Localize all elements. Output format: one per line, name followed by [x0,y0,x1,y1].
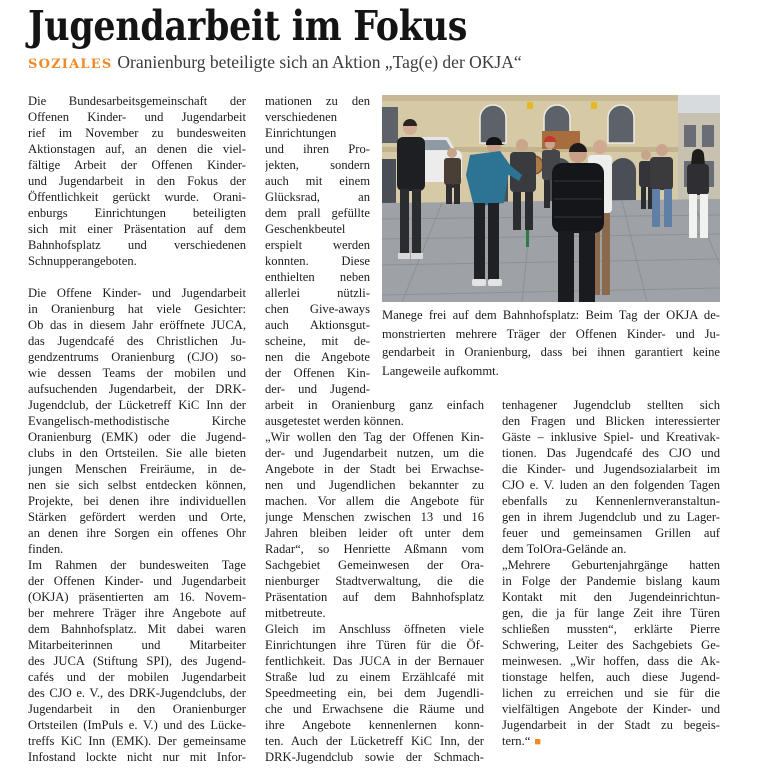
text-column-3 [502,397,720,749]
column-2-line-text: allerlei nützli- [265,286,370,300]
column-1-line [28,493,246,509]
column-1-line-text: Oranienburg (EMK) oder die Jugend- [28,430,246,444]
column-2-line [265,253,370,269]
column-2-line-text: und ihren Pro- [265,142,370,156]
column-1-line-text: treffs KiC Inn (EMK). Der gemeinsame [28,734,246,748]
caption-line-text: gendarbeit in Oranienburg, dass bei ihnen garantiert keine [382,345,720,359]
caption-line [382,362,720,381]
column-2-line-text: enthielten neben [265,270,370,284]
column-2-line [265,157,370,173]
column-3-line [502,461,720,477]
article-end-mark: ■ [534,736,541,748]
column-1-line [28,701,246,717]
column-2-line-text: nienburger Stadtverwaltung, die die [265,574,484,588]
column-2-line-text: erspielt werden [265,238,370,252]
column-2-line [265,477,484,493]
column-3-line-text: Schwering, Leiter des Sachgebiets Ge- [502,638,720,652]
column-1-line-text: wie dessen Teams der mobilen und [28,366,246,380]
column-1-line [28,333,246,349]
column-1-line [28,525,246,541]
column-2-line-text: Angebote in der Stadt bei Erwachse- [265,462,484,476]
lead-line-text: Die Bundesarbeitsgemeinschaft der [28,94,246,108]
column-1-line [28,557,246,573]
lead-line-text: Aktionstagen auf, an denen die viel- [28,142,246,156]
article-photo [382,95,720,302]
column-3-line [502,733,720,749]
lead-line-text: enburgs Einrichtungen beteiligten [28,206,246,220]
text-column-1 [28,93,246,765]
column-2-line-text: fentlichkeit. Das JUCA in der Bernauer [265,654,484,668]
column-1-line-text: (OKJA) präsentierten am 16. Novem- [28,590,246,604]
caption-line-text: Manege frei auf dem Bahnhofsplatz: Beim Tag der OKJA de- [382,308,720,322]
column-1-line [28,637,246,653]
column-2-line [265,525,484,541]
column-1-line [28,413,246,429]
column-2-line [265,733,484,749]
column-1-line-text: Ortsteilen (ImPuls e. V.) und des Lücke- [28,718,246,732]
column-3-line [502,621,720,637]
column-2-line [265,461,484,477]
column-1-line [28,365,246,381]
column-1-line-text: gendzentrums Oranienburg (CJO) so- [28,350,246,364]
column-2-line-text: ihre Angebote kennenlernen konn- [265,718,484,732]
column-2-line [265,205,370,221]
column-3-line-text: Kontakt mit den Jugendeinrichtun- [502,590,720,604]
column-1-line-text: clubs in den Ortsteilen. Sie alle bieten [28,446,246,460]
column-2-line-text: konnten. Diese [265,254,370,268]
column-1-line [28,685,246,701]
column-2-line [265,285,370,301]
lead-paragraph [28,93,246,269]
column-2-beside-photo [265,93,370,397]
column-1-line-text: cafés und der mobilen Jugendarbeit [28,670,246,684]
column-1-line [28,397,246,413]
column-3-line [502,429,720,445]
column-3-line [502,669,720,685]
column-2-line [265,125,370,141]
column-2-line-text: Straße lud zu einem Erzählcafé mit [265,670,484,684]
column-2-line-text: der- und Jugend- [265,382,370,396]
column-3-line [502,493,720,509]
photo-caption [382,306,720,380]
column-2-line-text: mitbetreute. [265,606,326,620]
column-2-line [265,509,484,525]
column-1-line-text: Mitarbeiterinnen und Mitarbeiter [28,638,246,652]
column-1-line [28,669,246,685]
column-1-line [28,733,246,749]
column-3-line [502,397,720,413]
kicker-line [28,52,522,72]
column-2-line [265,93,370,109]
column-3-line-text: in Folge der Pandemie bislang kaum [502,574,720,588]
column-2-line [265,141,370,157]
lead-line-text: sich mit einer Präsentation auf dem [28,222,246,236]
column-1-line [28,301,246,317]
lead-line-text: Bahnhofsplatz und verschiedenen [28,238,246,252]
caption-line [382,306,720,325]
column-2-line-text: Einrichtungen ihre Türen für die Öf- [265,638,484,652]
column-3-line [502,477,720,493]
caption-line [382,325,720,344]
lead-line [28,125,246,141]
column-3-line-text: dem TolOra-Gelände an. [502,542,627,556]
column-3-line [502,685,720,701]
column-1-line-text: jungen Menschen Freiräume, in de- [28,462,246,476]
column-2-line [265,637,484,653]
column-1-line [28,749,246,765]
lead-line-text: Öffentlichkeit gerückt wurde. Orani- [28,190,246,204]
column-2-line-text: che und Erwachsene die Räume und [265,702,484,716]
column-3-line-text: gen, die ja für lange Zeit ihre Türen [502,606,720,620]
column-3-line-text: „Mehrere Geburtenjahrgänge hatten [502,558,720,572]
column-2-line [265,717,484,733]
column-1-line [28,717,246,733]
column-2-line [265,589,484,605]
column-1-line [28,653,246,669]
column-2-body [265,397,484,765]
column-1-line [28,605,246,621]
column-2-line-text: Radar“, so Henriette Aßmann vom [265,542,484,556]
column-2-line-text: Präsentation auf dem Bahnhofsplatz [265,590,484,604]
column-1-line-text: das Jugendcafé des Christlichen Ju- [28,334,246,348]
column-1-line-text: Die Offene Kinder- und Jugendarbeit [28,286,246,300]
column-1-body [28,285,246,765]
column-1-line [28,541,246,557]
column-2-line [265,237,370,253]
column-2-line [265,173,370,189]
column-2-line-text: ten. Auch der Lücketreff KiC Inn, der [265,734,484,748]
column-2-line-text: auch Aktionsgut- [265,318,370,332]
column-1-line-text: finden. [28,542,64,556]
column-3-line-text: vielfältigen Angebote der Kinder- und [502,702,720,716]
column-1-line-text: nen sie sich selbst entdecken können, [28,478,246,492]
section-kicker: SOZIALES [28,57,113,72]
column-2-line-text: Glücksrad, an [265,190,370,204]
lead-line-text: fältige Arbeit der Offenen Kinder- [28,158,246,172]
column-2-line-text: der Offenen Kin- [265,366,370,380]
column-2-line-text: Jahren bleiben leider oft unter dem [265,526,484,540]
column-2-line-text: chen Give-aways [265,302,370,316]
column-2-line [265,749,484,765]
column-3-line-text: gen in ihrem Jugendclub und zu Lager- [502,510,720,524]
column-1-line-text: an denen ihre Sorgen ein offenes Ohr [28,526,246,540]
column-2-line [265,317,370,333]
column-3-line-text: Gäste – inklusive Spiel- und Kreativak- [502,430,720,444]
column-2-line-text: Speedmeeting ein, bei dem Jugendli- [265,686,484,700]
caption-line [382,343,720,362]
lead-line [28,173,246,189]
column-3-line [502,653,720,669]
lead-line [28,109,246,125]
column-1-line-text: Im Rahmen der bundesweiten Tage [28,558,246,572]
column-1-line [28,573,246,589]
column-2-line-text: ausgetestet werden können. [265,414,404,428]
column-3-line-text: lichen zu erreichen und sie für die [502,686,720,700]
column-1-line-text: dem Bahnhofsplatz. Mit dabei waren [28,622,246,636]
photo-scene [382,95,720,302]
column-3-line-text: meinwesen. „Wir hoffen, dass die Ak- [502,654,720,668]
column-2-line-text: machen. Vor allem die Angebote für [265,494,484,508]
column-1-line [28,285,246,301]
column-2-line-text: Gleich im Anschluss öffneten viele [265,622,484,636]
column-3-line-text: CJO e. V. luden an den folgenden Tagen [502,478,720,492]
column-2-line [265,445,484,461]
column-2-line-text: Einrichtungen [265,126,337,140]
column-3-line-text: tenhagener Jugendclub stellten sich [502,398,720,412]
lead-line-text: Schnupperangeboten. [28,254,137,268]
column-2-line [265,221,370,237]
column-2-line [265,397,484,413]
column-1-line-text: Infostand lockte nicht nur mit Infor- [28,750,246,764]
column-2-line-text: jekten, sondern [265,158,370,172]
column-2-line [265,669,484,685]
column-2-line [265,605,484,621]
column-3-line [502,589,720,605]
column-3-line-text: ebenfalls zu Kennenlernveranstaltun- [502,494,720,508]
column-2-line [265,413,484,429]
column-2-line [265,557,484,573]
column-2-line [265,349,370,365]
lead-line [28,205,246,221]
column-1-line [28,461,246,477]
column-1-line [28,445,246,461]
column-2-line [265,365,370,381]
lead-line-text: Offenen Kinder- und Jugendarbeit [28,110,246,124]
column-2-line [265,685,484,701]
column-2-line [265,701,484,717]
column-1-line [28,381,246,397]
column-2-line-text: nen die Angebote [265,350,370,364]
column-2-line-text: mationen zu den [265,94,370,108]
column-1-line-text: des CJO e. V., des DRK-Jugendclubs, der [28,686,246,700]
column-2-line [265,269,370,285]
column-2-line-text: verschiedenen [265,110,338,124]
column-2-line [265,301,370,317]
column-1-line-text: in Oranienburg hat viele Gesichter: [28,302,246,316]
column-1-line [28,509,246,525]
column-2-line-text: DRK-Jugendclub sowie der Schmach- [265,750,484,764]
headline: Jugendarbeit im Fokus [28,2,468,50]
lead-line-text: und Jugendarbeit in den Fokus der [28,174,246,188]
column-2-line-text: auch mit einem [265,174,370,188]
lead-line-text: rief im November zu bundesweiten [28,126,246,140]
column-3-line [502,413,720,429]
column-1-line-text: Stärken gefördert werden und Orte, [28,510,246,524]
column-1-line [28,317,246,333]
column-1-line-text: Evangelisch-methodistische Kirche [28,414,246,428]
column-1-line [28,621,246,637]
column-3-line [502,701,720,717]
column-2-line-text: junge Menschen zwischen 13 und 16 [265,510,484,524]
column-3-line [502,637,720,653]
column-1-line-text: Jugendclub, der Lücketreff KiC Inn der [28,398,246,412]
column-2-line-text: arbeit in Oranienburg ganz einfach [265,398,484,412]
column-1-line-text: der Offenen Kinder- und Jugendarbeit [28,574,246,588]
column-2-line [265,493,484,509]
column-1-line [28,589,246,605]
lead-line [28,189,246,205]
column-3-line [502,541,720,557]
column-2-line [265,653,484,669]
column-2-line-text: Sachgebiet Gemeinwesen der Ora- [265,558,484,572]
column-3-line [502,525,720,541]
column-2-line-text: der- und Jugendarbeit nutzen, um die [265,446,484,460]
subheadline: Oranienburg beteiligte sich an Aktion „Tag(e) der OKJA“ [117,52,522,72]
column-2-line [265,573,484,589]
column-2-line-text: „Wir wollen den Tag der Offenen Kin- [265,430,484,444]
column-2-line-text: scheine, mit de- [265,334,370,348]
column-1-line-text: Jugendarbeit in den Oranienburger [28,702,246,716]
column-3-line [502,605,720,621]
lead-line [28,157,246,173]
column-1-line-text: des JUCA (Stiftung SPI), des Jugend- [28,654,246,668]
column-3-line [502,445,720,461]
column-3-line-text: feuer und gemeinsamen Grillen auf [502,526,720,540]
column-3-line [502,573,720,589]
column-1-line-text: Ob das in diesem Jahr eröffnete JUCA, [28,318,246,332]
column-3-line [502,717,720,733]
lead-line [28,237,246,253]
column-2-line [265,381,370,397]
column-3-line-text: schließen mussten“, erklärte Pierre [502,622,720,636]
column-2-line [265,621,484,637]
caption-line-text: monstrierten mehrere Träger der Offenen Kinder- und Ju- [382,326,720,341]
column-1-line-text: Projekte, bei denen ihre individuellen [28,494,246,508]
lead-line [28,141,246,157]
column-3-line-text: Jugendarbeit in der Stadt zu begeis- [502,718,720,732]
column-1-line [28,429,246,445]
column-2-line [265,541,484,557]
column-3-line [502,509,720,525]
column-1-line [28,349,246,365]
column-3-line-text: tionstage helfen, auch diese Jugend- [502,670,720,684]
lead-line [28,253,246,269]
column-1-line-text: aufsuchenden Jugendarbeit, der DRK- [28,382,246,396]
column-1-line-text: ber mehrere Träger ihre Angebote auf [28,606,246,620]
lead-line [28,221,246,237]
caption-line-text: Langeweile aufkommt. [382,363,499,378]
column-2-line [265,189,370,205]
column-2-line [265,109,370,125]
column-2-line [265,429,484,445]
column-2-line-text: nen und Jugendlichen bekannter zu [265,478,484,492]
column-2-line-text: dem prall gefüllte [265,206,370,220]
column-3-line-text: den Fragen und Blicken interessierter [502,414,720,428]
column-2-line-text: Geschenkbeutel [265,222,346,236]
column-1-line [28,477,246,493]
column-2-line [265,333,370,349]
column-3-line-text: tern.“ [502,734,531,748]
lead-line [28,93,246,109]
column-3-line-text: die Kinder- und Jugendsozialarbeit im [502,462,720,476]
column-3-line-text: tionen. Das Jugendcafé des CJO und [502,446,720,460]
column-3-line [502,557,720,573]
